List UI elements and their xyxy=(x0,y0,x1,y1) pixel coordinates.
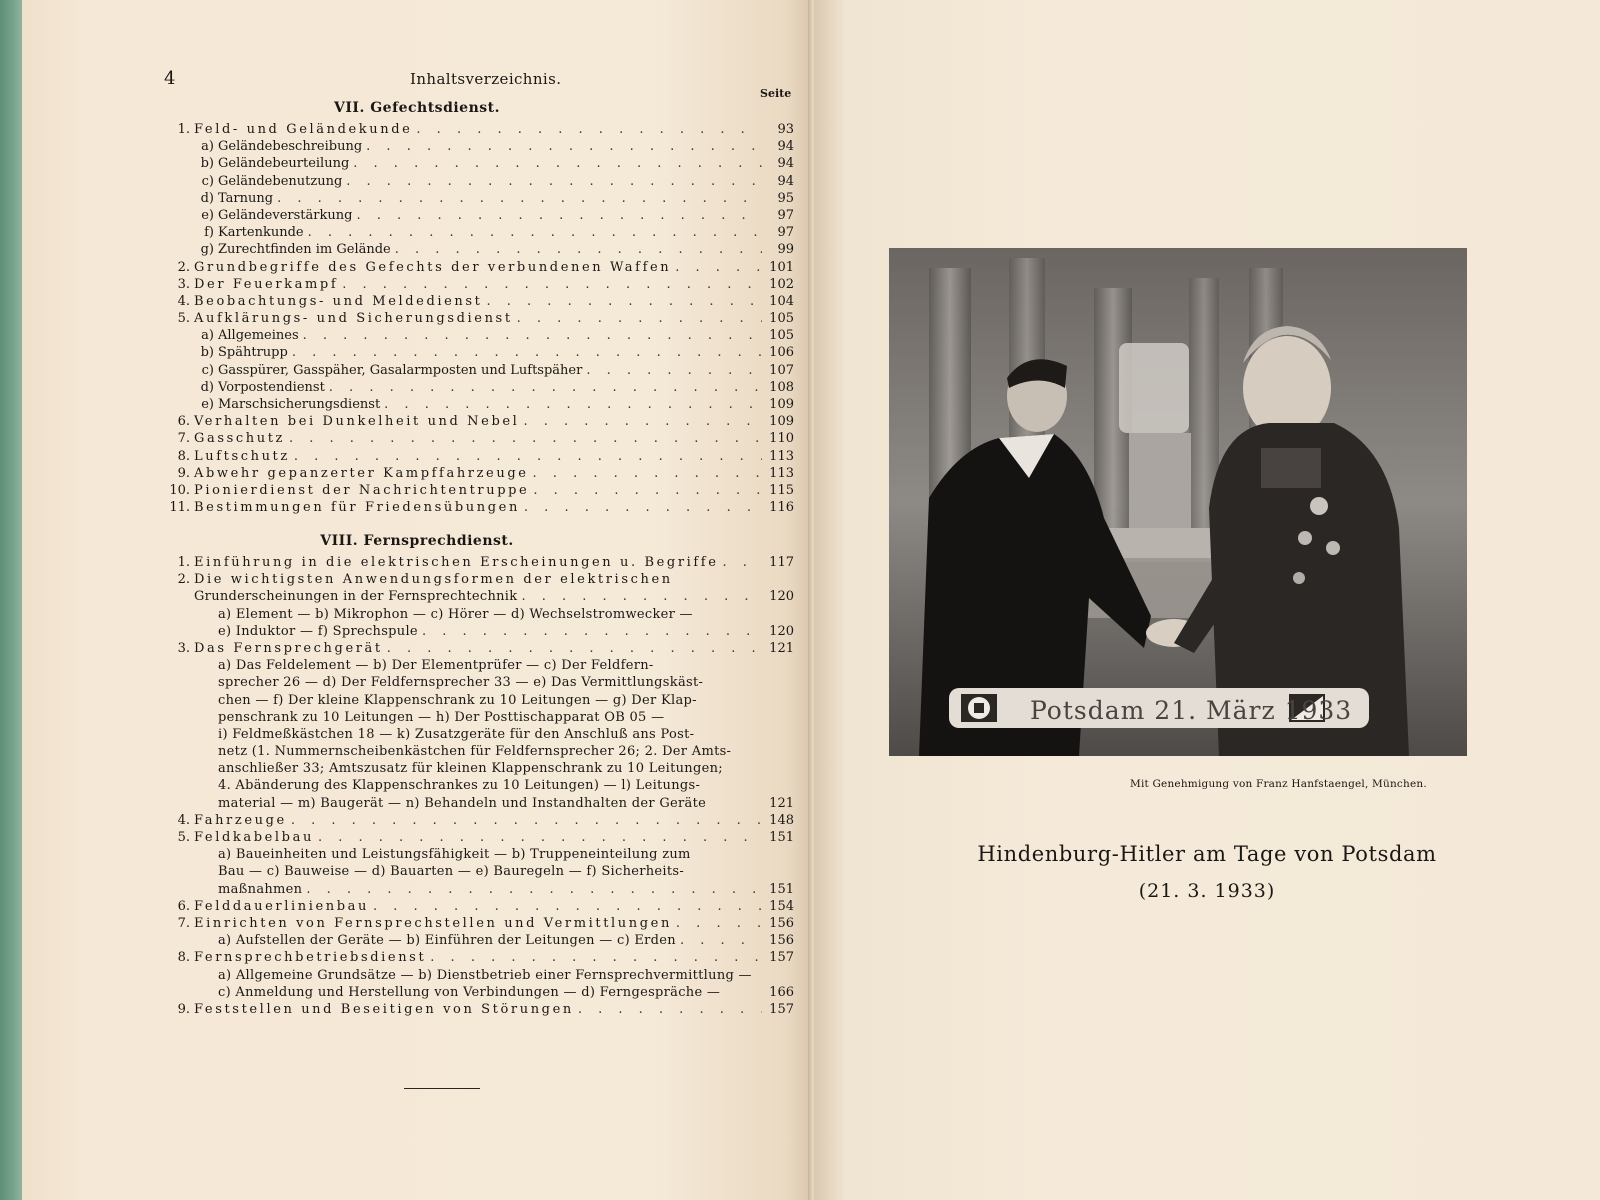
toc-leader-dots xyxy=(291,812,762,829)
photo-banner-text: Potsdam 21. März 1933 xyxy=(1030,696,1353,725)
toc-entry-number: b) xyxy=(200,345,214,361)
toc-entry xyxy=(160,949,794,966)
toc-entry xyxy=(160,138,794,155)
toc-leader-dots xyxy=(306,881,762,898)
toc-entry xyxy=(160,499,794,516)
toc-entry-title: Kartenkunde xyxy=(218,225,304,241)
toc-entry-page: 115 xyxy=(769,482,794,498)
toc-entry xyxy=(160,327,794,344)
toc-entry-page: 151 xyxy=(769,830,794,845)
toc-entry-title: netz (1. Nummernscheibenkästchen für Feldfernsprecher 26; 2. Der Amts- xyxy=(218,744,732,760)
toc-leader-dots xyxy=(680,932,762,949)
toc-entry xyxy=(160,588,794,605)
toc-entry-title: Spähtrupp xyxy=(218,345,288,361)
toc-entry-title: Einführung in die elektrischen Erscheinungen u. Begriffe xyxy=(194,555,719,570)
toc-entry-title: a) Element — b) Mikrophon — c) Hörer — d) Wechselstromwecker — xyxy=(218,606,693,622)
toc-leader-dots xyxy=(676,915,762,932)
toc-leader-dots xyxy=(387,640,762,657)
toc-entry-page: 154 xyxy=(769,898,794,914)
toc-entry xyxy=(160,430,794,447)
toc-entry-title: Feldkabelbau xyxy=(194,830,314,845)
toc-entry-title: material — m) Baugerät — n) Behandeln und Instandhalten der Geräte xyxy=(218,795,707,811)
toc-leader-dots xyxy=(373,898,762,915)
toc-leader-dots xyxy=(346,173,762,190)
toc-entry xyxy=(160,448,794,465)
toc-entry-title: sprecher 26 — d) Der Feldfernsprecher 33 — e) Das Vermittlungskäst- xyxy=(218,675,704,691)
toc-entry-title: Aufklärungs- und Sicherungsdienst xyxy=(194,311,513,327)
toc-entry-number: 8. xyxy=(177,448,190,464)
toc-entry xyxy=(160,482,794,499)
toc-entry-title: e) Induktor — f) Sprechspule xyxy=(218,623,418,639)
toc-entry-page: 117 xyxy=(769,555,794,570)
toc-entry-page: 157 xyxy=(769,1001,794,1017)
toc-entry xyxy=(160,674,794,691)
section-title-viii: VIII. Fernsprechdienst. xyxy=(320,533,514,549)
toc-entry xyxy=(160,259,794,276)
toc-entry xyxy=(160,413,794,430)
toc-leader-dots xyxy=(533,465,762,482)
toc-entry-number: 4. xyxy=(177,812,190,828)
toc-section-viii xyxy=(160,554,794,1018)
toc-entry xyxy=(160,640,794,657)
toc-leader-dots xyxy=(356,207,762,224)
seite-column-label: Seite xyxy=(760,87,792,100)
toc-leader-dots xyxy=(416,121,762,138)
toc-entry-number: 9. xyxy=(177,1001,190,1017)
toc-leader-dots xyxy=(353,155,762,172)
toc-entry xyxy=(160,795,794,812)
toc-entry-title: Einrichten von Fernsprechstellen und Vermittlungen xyxy=(194,915,672,931)
toc-leader-dots xyxy=(517,310,762,327)
toc-leader-dots xyxy=(578,1001,762,1018)
toc-entry xyxy=(160,709,794,726)
toc-leader-dots xyxy=(395,241,762,258)
toc-entry xyxy=(160,881,794,898)
toc-entry xyxy=(160,932,794,949)
toc-entry xyxy=(160,207,794,224)
toc-entry xyxy=(160,310,794,327)
toc-entry-title: Bau — c) Bauweise — d) Bauarten — e) Bauregeln — f) Sicherheits- xyxy=(218,864,685,880)
toc-entry-page: 105 xyxy=(769,328,794,344)
section-title-vii: VII. Gefechtsdienst. xyxy=(334,100,500,116)
toc-entry-number: 11. xyxy=(169,500,190,516)
toc-entry xyxy=(160,692,794,709)
toc-entry-title: anschließer 33; Amtszusatz für kleinen Klappenschrank zu 10 Leitungen; xyxy=(218,761,723,777)
toc-entry-page: 157 xyxy=(769,950,794,966)
toc-entry xyxy=(160,657,794,674)
toc-entry xyxy=(160,812,794,829)
toc-entry xyxy=(160,863,794,880)
toc-entry-page: 107 xyxy=(769,362,794,378)
toc-entry-number: b) xyxy=(200,156,214,172)
toc-entry-title: Abwehr gepanzerter Kampffahrzeuge xyxy=(194,465,529,481)
toc-entry xyxy=(160,465,794,482)
toc-entry-number: 5. xyxy=(177,311,190,327)
toc-entry-page: 97 xyxy=(777,207,794,223)
toc-leader-dots xyxy=(289,430,762,447)
toc-entry-page: 121 xyxy=(769,640,794,656)
toc-entry-page: 116 xyxy=(769,500,794,516)
toc-entry-title: Bestimmungen für Friedensübungen xyxy=(194,500,520,516)
toc-entry xyxy=(160,726,794,743)
toc-entry xyxy=(160,293,794,310)
toc-entry-number: 7. xyxy=(177,431,190,447)
toc-entry xyxy=(160,915,794,932)
toc-entry-page: 102 xyxy=(769,276,794,292)
toc-entry xyxy=(160,967,794,984)
toc-entry xyxy=(160,554,794,571)
toc-entry-number: 7. xyxy=(177,915,190,931)
toc-entry xyxy=(160,155,794,172)
toc-entry-page: 113 xyxy=(769,465,794,481)
toc-entry-number: g) xyxy=(200,242,214,258)
toc-entry-page: 120 xyxy=(769,623,794,639)
toc-entry-page: 94 xyxy=(777,156,794,172)
closing-rule xyxy=(404,1088,480,1089)
toc-entry-number: 8. xyxy=(177,950,190,966)
toc-entry-title: a) Das Feldelement — b) Der Elementprüfer — c) Der Feldfern- xyxy=(218,658,654,674)
photo-credit: Mit Genehmigung von Franz Hanfstaengel, München. xyxy=(1130,778,1427,790)
toc-entry xyxy=(160,743,794,760)
toc-entry-page: 156 xyxy=(769,915,794,931)
toc-entry-title: Die wichtigsten Anwendungsformen der elektrischen xyxy=(194,572,673,588)
toc-leader-dots xyxy=(523,413,762,430)
toc-entry xyxy=(160,606,794,623)
toc-entry-title: Marschsicherungsdienst xyxy=(218,397,381,412)
toc-entry-page: 120 xyxy=(769,589,794,605)
toc-entry-page: 94 xyxy=(777,139,794,155)
left-page xyxy=(22,0,812,1200)
running-head: Inhaltsverzeichnis. xyxy=(410,70,562,88)
toc-entry-title: Felddauerlinienbau xyxy=(194,898,369,914)
toc-entry xyxy=(160,224,794,241)
toc-entry-number: 6. xyxy=(177,898,190,914)
toc-entry-number: 1. xyxy=(177,555,190,570)
toc-entry-title: a) Baueinheiten und Leistungsfähigkeit — b) Truppeneinteilung zum xyxy=(218,847,691,863)
book-cover-edge xyxy=(0,0,24,1200)
toc-entry-title: Geländebenutzung xyxy=(218,173,343,189)
toc-leader-dots xyxy=(292,344,762,361)
toc-entry-page: 97 xyxy=(777,225,794,241)
toc-entry-page: 94 xyxy=(777,173,794,189)
toc-entry-title: Allgemeines xyxy=(218,328,299,344)
toc-entry xyxy=(160,379,794,396)
toc-entry-title: Gasspürer, Gasspäher, Gasalarmposten und Luftspäher xyxy=(218,362,583,378)
toc-entry xyxy=(160,173,794,190)
toc-entry-page: 113 xyxy=(769,448,794,464)
toc-entry xyxy=(160,362,794,379)
toc-entry-title: Geländebeurteilung xyxy=(218,156,350,172)
caption-date: (21. 3. 1933) xyxy=(1138,880,1276,902)
toc-entry-page: 148 xyxy=(769,812,794,828)
toc-entry-title: Feld- und Geländekunde xyxy=(194,122,413,137)
toc-entry-number: e) xyxy=(201,207,214,223)
toc-entry-title: a) Aufstellen der Geräte — b) Einführen der Leitungen — c) Erden xyxy=(218,933,676,949)
toc-leader-dots xyxy=(329,379,762,396)
toc-entry-page: 151 xyxy=(769,881,794,897)
toc-entry xyxy=(160,1001,794,1018)
toc-entry-number: 9. xyxy=(177,465,190,481)
toc-entry-title: chen — f) Der kleine Klappenschrank zu 10 Leitungen — g) Der Klap- xyxy=(218,692,697,708)
toc-entry-page: 93 xyxy=(777,122,794,137)
toc-entry-title: Geländebeschreibung xyxy=(218,139,363,155)
toc-entry-title: Pionierdienst der Nachrichtentruppe xyxy=(194,482,530,498)
toc-leader-dots xyxy=(487,293,762,310)
toc-entry xyxy=(160,623,794,640)
toc-entry-page: 166 xyxy=(769,984,794,1000)
toc-leader-dots xyxy=(384,396,762,413)
toc-entry xyxy=(160,241,794,258)
toc-entry-number: 6. xyxy=(177,414,190,430)
toc-entry-title: Feststellen und Beseitigen von Störungen xyxy=(194,1001,574,1017)
toc-leader-dots xyxy=(723,554,762,571)
toc-entry-page: 95 xyxy=(777,190,794,206)
toc-entry-number: a) xyxy=(201,139,214,155)
toc-entry-number: 1. xyxy=(177,122,190,137)
toc-entry-number: c) xyxy=(201,362,214,378)
toc-entry xyxy=(160,571,794,588)
toc-entry xyxy=(160,898,794,915)
toc-entry-page: 108 xyxy=(769,379,794,395)
toc-entry-title: 4. Abänderung des Klappenschrankes zu 10 Leitungen) — l) Leitungs- xyxy=(218,778,701,794)
toc-leader-dots xyxy=(303,327,762,344)
toc-entry-title: Beobachtungs- und Meldedienst xyxy=(194,293,483,309)
toc-leader-dots xyxy=(524,499,762,516)
toc-leader-dots xyxy=(675,259,762,276)
toc-entry-number: 10. xyxy=(169,482,190,498)
toc-entry-number: 2. xyxy=(177,572,190,588)
toc-entry-number: 2. xyxy=(177,259,190,275)
toc-entry-title: c) Anmeldung und Herstellung von Verbindungen — d) Ferngespräche — xyxy=(218,984,721,1000)
toc-entry-page: 121 xyxy=(769,795,794,811)
toc-entry-title: Tarnung xyxy=(218,190,274,206)
toc-leader-dots xyxy=(294,448,762,465)
toc-entry-title: Geländeverstärkung xyxy=(218,207,353,223)
toc-leader-dots xyxy=(586,362,762,379)
toc-entry-title: Grundbegriffe des Gefechts der verbundenen Waffen xyxy=(194,259,672,275)
caption-title: Hindenburg-Hitler am Tage von Potsdam xyxy=(977,842,1437,866)
toc-entry-page: 109 xyxy=(769,397,794,412)
toc-entry-page: 109 xyxy=(769,414,794,430)
toc-entry-page: 156 xyxy=(769,933,794,949)
toc-leader-dots xyxy=(318,829,762,846)
toc-entry-number: e) xyxy=(201,397,214,412)
toc-entry-number: f) xyxy=(204,225,214,241)
toc-entry-title: Vorpostendienst xyxy=(218,379,325,395)
toc-entry-title: Grunderscheinungen in der Fernsprechtechnik xyxy=(194,589,518,605)
toc-entry-title: Fahrzeuge xyxy=(194,812,287,828)
toc-entry-page: 105 xyxy=(769,311,794,327)
toc-leader-dots xyxy=(366,138,762,155)
toc-entry xyxy=(160,396,794,413)
toc-entry xyxy=(160,846,794,863)
historical-photograph xyxy=(889,248,1467,756)
toc-entry-number: 3. xyxy=(177,640,190,656)
toc-leader-dots xyxy=(342,276,762,293)
toc-leader-dots xyxy=(422,623,762,640)
toc-entry-page: 101 xyxy=(769,259,794,275)
toc-entry-title: Luftschutz xyxy=(194,448,290,464)
toc-entry-page: 99 xyxy=(777,242,794,258)
toc-entry-title: Fernsprechbetriebsdienst xyxy=(194,950,427,966)
toc-section-vii xyxy=(160,121,794,516)
toc-entry-number: 3. xyxy=(177,276,190,292)
toc-leader-dots xyxy=(521,588,762,605)
toc-entry xyxy=(160,829,794,846)
toc-entry-title: Gasschutz xyxy=(194,431,285,447)
toc-leader-dots xyxy=(308,224,762,241)
toc-entry xyxy=(160,276,794,293)
toc-entry-title: Zurechtfinden im Gelände xyxy=(218,242,391,258)
toc-entry-title: Das Fernsprechgerät xyxy=(194,640,383,656)
toc-entry xyxy=(160,121,794,138)
toc-entry-page: 106 xyxy=(769,345,794,361)
toc-entry-title: penschrank zu 10 Leitungen — h) Der Posttischapparat OB 05 — xyxy=(218,709,665,725)
toc-entry-title: a) Allgemeine Grundsätze — b) Dienstbetrieb einer Fernsprechvermittlung — xyxy=(218,967,752,983)
toc-entry-number: a) xyxy=(201,328,214,344)
toc-entry xyxy=(160,777,794,794)
toc-entry-number: 5. xyxy=(177,830,190,845)
toc-entry-title: Der Feuerkampf xyxy=(194,276,339,292)
toc-leader-dots xyxy=(430,949,762,966)
toc-entry-title: maßnahmen xyxy=(218,881,303,897)
toc-entry xyxy=(160,760,794,777)
page-number: 4 xyxy=(164,68,176,89)
toc-entry-number: d) xyxy=(200,190,214,206)
toc-leader-dots xyxy=(277,190,762,207)
toc-entry-page: 110 xyxy=(769,431,794,447)
toc-entry xyxy=(160,344,794,361)
toc-leader-dots xyxy=(533,482,762,499)
toc-entry-page: 104 xyxy=(769,293,794,309)
toc-entry xyxy=(160,190,794,207)
toc-entry-number: 4. xyxy=(177,293,190,309)
toc-entry-number: c) xyxy=(201,173,214,189)
toc-entry-number: d) xyxy=(200,379,214,395)
toc-entry-title: Verhalten bei Dunkelheit und Nebel xyxy=(194,414,520,430)
toc-entry xyxy=(160,984,794,1001)
toc-entry-title: i) Feldmeßkästchen 18 — k) Zusatzgeräte für den Anschluß ans Post- xyxy=(218,726,695,742)
